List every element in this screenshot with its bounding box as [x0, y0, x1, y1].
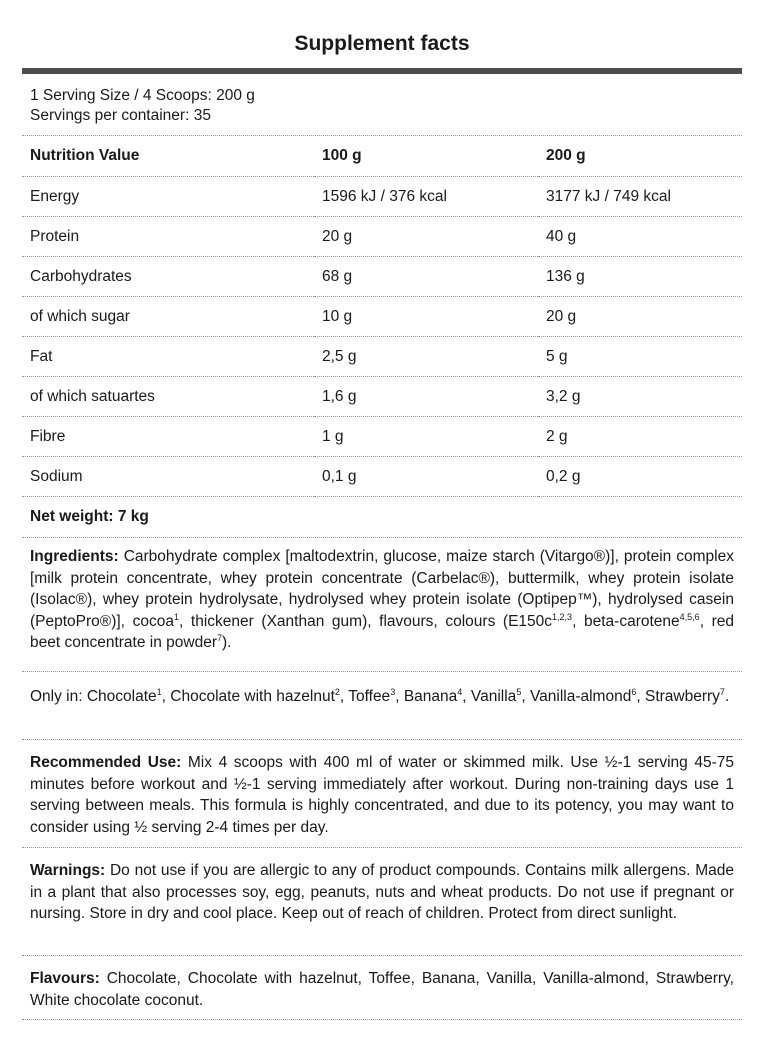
flavour-name: Strawberry: [644, 688, 720, 705]
value-100g: 0,1 g: [314, 457, 538, 497]
flavour-name: Vanilla: [470, 688, 517, 705]
column-header-200g: 200 g: [538, 136, 742, 177]
serving-info: [22, 74, 742, 136]
flavours-section: [22, 956, 742, 1020]
footnote-marker: 3: [390, 687, 396, 697]
nutrient-name: Fibre: [22, 417, 314, 457]
separator: .: [724, 688, 730, 705]
ingredients-text: ).: [222, 634, 232, 651]
warnings-label: Warnings:: [30, 862, 106, 879]
footnote-marker: 4,5,6: [679, 611, 700, 622]
column-header-nutrient: Nutrition Value: [22, 136, 314, 177]
table-row: [22, 297, 742, 337]
value-100g: 68 g: [314, 257, 538, 297]
supplement-facts-panel: [22, 0, 742, 1020]
value-100g: 2,5 g: [314, 337, 538, 377]
flavours-label: Flavours:: [30, 970, 100, 987]
warnings-text: Do not use if you are allergic to any of product compounds. Contains milk allergens. Made in a plant that also processes soy, egg, peanuts, nuts and wheat products. Do not use if pregnant or nursing. Store in dry and cool place. Keep out of reach of children. Protect from direct sunlight.: [30, 862, 734, 922]
value-200g: 3,2 g: [538, 377, 742, 417]
value-100g: 1596 kJ / 376 kcal: [314, 177, 538, 217]
table-row: [22, 257, 742, 297]
footnote-marker: 5: [516, 687, 522, 697]
value-100g: 1,6 g: [314, 377, 538, 417]
ingredients-section: [22, 538, 742, 672]
nutrient-name: Sodium: [22, 457, 314, 497]
net-weight: Net weight: 7 kg: [22, 497, 742, 538]
recommended-use-text: Mix 4 scoops with 400 ml of water or skimmed milk. Use ½-1 serving 45-75 minutes before workout and ½-1 serving immediately after workout. During non-training days use 1 serving between meals. This formula is highly concentrated, and due to its potency, you may want to consider using ½ serving 2-4 times per day.: [30, 754, 734, 836]
value-200g: 2 g: [538, 417, 742, 457]
servings-per-container: Servings per container: 35: [30, 107, 211, 124]
table-row: [22, 457, 742, 497]
footnote-marker: 2: [334, 687, 340, 697]
value-100g: 1 g: [314, 417, 538, 457]
value-200g: 3177 kJ / 749 kcal: [538, 177, 742, 217]
nutrient-name: Energy: [22, 177, 314, 217]
page-title: Supplement facts: [294, 32, 470, 55]
ingredients-text: , beta-carotene: [572, 612, 680, 630]
flavour-name: Vanilla-almond: [529, 688, 632, 705]
table-row: [22, 217, 742, 257]
nutrition-table: [22, 136, 742, 497]
value-100g: 10 g: [314, 297, 538, 337]
only-in-section: [22, 672, 742, 740]
ingredients-text: , thickener (Xanthan gum), flavours, colours (E150c: [178, 612, 553, 630]
ingredients-text: , red beet concentrate in powder: [30, 612, 735, 651]
separator: ,: [462, 688, 471, 705]
recommended-use-section: [22, 740, 742, 848]
separator: ,: [395, 688, 404, 705]
ingredients-label: Ingredients:: [30, 548, 119, 565]
table-row: [22, 377, 742, 417]
footnote-marker: 1: [156, 687, 162, 697]
nutrient-name: Carbohydrates: [22, 257, 314, 297]
separator: ,: [636, 688, 645, 705]
flavour-name: Toffee: [348, 688, 391, 705]
recommended-use-label: Recommended Use:: [30, 754, 182, 771]
nutrient-name: of which sugar: [22, 297, 314, 337]
separator: ,: [161, 688, 171, 705]
footnote-marker: 6: [631, 687, 637, 697]
nutrient-name: Protein: [22, 217, 314, 257]
value-200g: 40 g: [538, 217, 742, 257]
table-row: [22, 337, 742, 377]
table-header-row: [22, 136, 742, 177]
value-200g: 136 g: [538, 257, 742, 297]
footnote-marker: 7: [216, 633, 222, 643]
footnote-marker: 1,2,3: [552, 611, 573, 622]
ingredients-text: Carbohydrate complex [maltodextrin, glucose, maize starch (Vitargo®)], protein complex [milk protein concentrate, whey protein concentrate (Carbelac®), buttermilk, whey protein isolate (Isolac®), whey protein hydrolysate, hydrolysed whey protein isolate (Optipep™), hydrolysed casein (PeptoPro®)], cocoa: [30, 548, 734, 630]
nutrient-name: of which satuartes: [22, 377, 314, 417]
column-header-100g: 100 g: [314, 136, 538, 177]
flavours-text: Chocolate, Chocolate with hazelnut, Toffee, Banana, Vanilla, Vanilla-almond, Strawberry, White chocolate coconut.: [30, 970, 734, 1009]
value-200g: 5 g: [538, 337, 742, 377]
value-200g: 20 g: [538, 297, 742, 337]
value-200g: 0,2 g: [538, 457, 742, 497]
flavour-name: Chocolate: [86, 688, 157, 705]
footnote-marker: 1: [173, 611, 179, 622]
flavour-name: Chocolate with hazelnut: [170, 688, 335, 705]
separator: ,: [521, 688, 530, 705]
flavour-name: Banana: [403, 688, 458, 705]
nutrient-name: Fat: [22, 337, 314, 377]
serving-size: 1 Serving Size / 4 Scoops: 200 g: [30, 87, 255, 104]
table-row: [22, 417, 742, 457]
only-in-prefix: Only in:: [30, 688, 87, 705]
separator: ,: [339, 688, 349, 705]
value-100g: 20 g: [314, 217, 538, 257]
footnote-marker: 7: [719, 687, 725, 697]
warnings-section: [22, 848, 742, 956]
table-row: [22, 177, 742, 217]
footnote-marker: 4: [457, 687, 463, 697]
